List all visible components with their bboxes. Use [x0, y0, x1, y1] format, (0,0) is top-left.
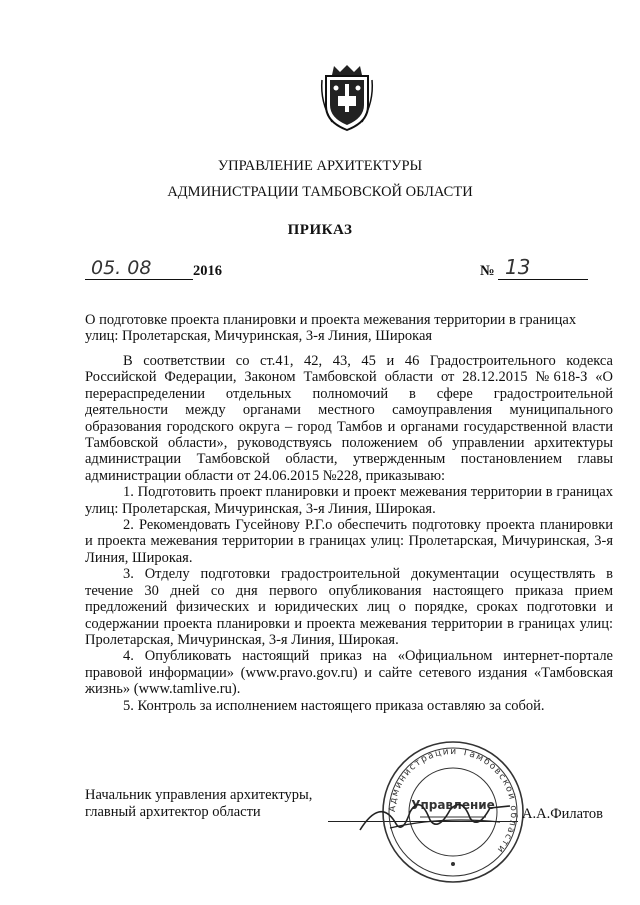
number-label: №	[480, 263, 495, 279]
stamp-ring-text: Администрации Тамбовской области	[387, 746, 519, 856]
org-name-line2: АДМИНИСТРАЦИИ ТАМБОВСКОЙ ОБЛАСТИ	[167, 184, 473, 200]
handwritten-date: 05. 08	[91, 257, 152, 279]
handwritten-number: 13	[505, 255, 531, 279]
position-line2: главный архитектор области	[85, 804, 261, 820]
body-item-2: 2. Рекомендовать Гусейнову Р.Г.о обеспечить подготовку проекта планировки и проекта межевания территории в границах улиц: Пролетарская, Мичуринская, 3-я Линия, Широкая.	[85, 517, 613, 566]
signatory-position	[85, 787, 345, 821]
signatory-name: А.А.Филатов	[522, 806, 603, 822]
document-subject: О подготовке проекта планировки и проекта межевания территории в границах улиц: Пролетарская, Мичуринская, 3-я Линия, Широкая	[85, 312, 577, 344]
document-title: ПРИКАЗ	[287, 222, 353, 238]
body-item-3: 3. Отделу подготовки градостроительной документации осуществлять в течение 30 дней со дня первого опубликования настоящего приказа прием предложений физических и юридических лиц о порядке, сроках подготовки и содержании проекта планировки и проекта межевания территории в границах улиц: Пролетарская, Мичуринская, 3-я Линия, Широкая.	[85, 566, 613, 648]
document-number	[480, 255, 600, 280]
coat-of-arms-emblem	[318, 62, 376, 134]
document-body	[85, 353, 613, 714]
body-intro: В соответствии со ст.41, 42, 43, 45 и 46 Градостроительного кодекса Российской Федерации, Законом Тамбовской области от 28.12.2015 №618-З «О перераспределении отдельных полномочий в сфере градостроительной деятельности между органами местного самоуправления муниципального образования городского округа – город Тамбов и органами государственной власти Тамбовской области», руководствуясь положением об управлении архитектуры администрации Тамбовской области, утвержденным постановлением главы администрации области от 24.06.2015 №228, приказываю:	[85, 353, 613, 484]
body-item-1: 1. Подготовить проект планировки и проект межевания территории в границах улиц: Пролетарская, Мичуринская, 3-я Линия, Широкая.	[85, 484, 613, 517]
document-date	[85, 257, 275, 280]
position-line1: Начальник управления архитектуры,	[85, 787, 313, 803]
body-item-5: 5. Контроль за исполнением настоящего приказа оставляю за собой.	[123, 697, 545, 714]
stamp-center-text: Управление	[411, 798, 495, 812]
handwritten-signature-icon	[350, 792, 530, 842]
body-item-4: 4. Опубликовать настоящий приказ на «Официальном интернет-портале правовой информации» (www.pravo.gov.ru) и сайте сетевого издания «Тамбовская жизнь» (www.tamlive.ru).	[85, 648, 613, 698]
document-year: 2016	[193, 263, 222, 279]
org-name-line1: УПРАВЛЕНИЕ АРХИТЕКТУРЫ	[217, 158, 423, 174]
